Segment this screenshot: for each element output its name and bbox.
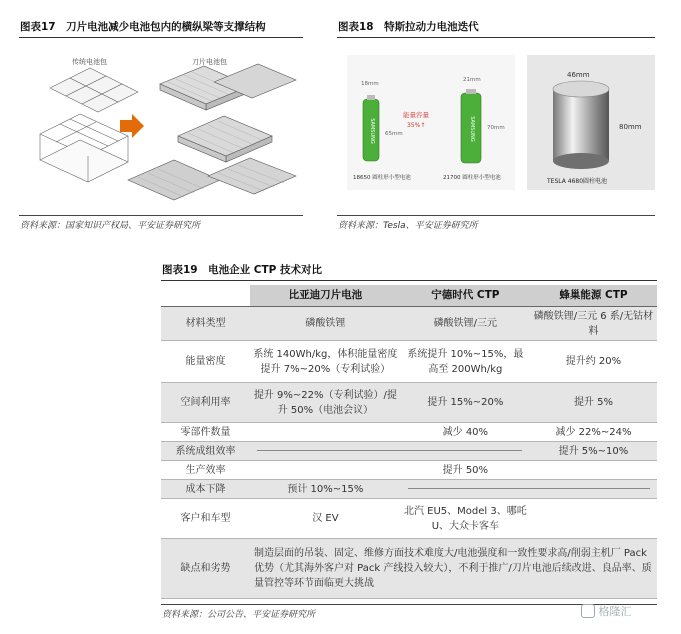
table-cell bbox=[530, 499, 657, 539]
fig18-title-rule bbox=[337, 37, 655, 38]
dim-18mm: 18mm bbox=[361, 81, 379, 87]
capacity-pct: 35%↑ bbox=[407, 122, 426, 129]
row-header: 生产效率 bbox=[161, 461, 250, 480]
svg-text:SAMSUNG: SAMSUNG bbox=[369, 118, 375, 144]
fig19-title: 图表19 电池企业 CTP 技术对比 bbox=[162, 264, 322, 276]
watermark-logo bbox=[581, 603, 641, 621]
table-cell: 系统 140Wh/kg，体积能量密度提升 7%~20%（专利试验） bbox=[250, 341, 401, 383]
fig17-source-rule bbox=[19, 215, 303, 216]
label-4680: TESLA 4680圆柱电池 bbox=[547, 178, 608, 185]
table-cell: 系统提升 10%~15%，最高至 200Wh/kg bbox=[401, 341, 530, 383]
table-row bbox=[161, 442, 657, 461]
empty-divider bbox=[257, 450, 522, 451]
table-cell: 提升约 20% bbox=[530, 341, 657, 383]
fig18-source-rule bbox=[337, 215, 655, 216]
svg-text:SAMSUNG: SAMSUNG bbox=[469, 116, 475, 142]
fig17-title-rule bbox=[19, 37, 303, 38]
label-21700: 21700 圆柱形小型电池 bbox=[443, 175, 501, 181]
table-row bbox=[161, 307, 657, 341]
row-header: 缺点和劣势 bbox=[161, 539, 250, 599]
header-catl: 宁德时代 CTP bbox=[401, 285, 530, 307]
table-cell bbox=[250, 461, 401, 480]
table-cell-placeholder bbox=[250, 442, 530, 461]
table-row bbox=[161, 423, 657, 442]
capacity-note: 能量容量 bbox=[403, 111, 429, 119]
dim-65mm: 65mm bbox=[385, 131, 403, 137]
table-cell: 北汽 EU5、Model 3、哪吒 U、大众卡客车 bbox=[401, 499, 530, 539]
fig18-tesla-4680-image bbox=[527, 55, 655, 190]
empty-divider bbox=[408, 488, 650, 489]
fig18-cylindrical-cells-image bbox=[347, 55, 515, 190]
row-header: 能量密度 bbox=[161, 341, 250, 383]
table-cell: 磷酸铁锂 bbox=[250, 307, 401, 341]
fig17-title: 图表17 刀片电池减少电池包内的横纵梁等支撑结构 bbox=[20, 21, 266, 33]
dim-80mm: 80mm bbox=[619, 123, 642, 131]
row-header: 成本下降 bbox=[161, 480, 250, 499]
table-cell-placeholder bbox=[401, 480, 657, 499]
row-header: 系统成组效率 bbox=[161, 442, 250, 461]
watermark-text: 格隆汇 bbox=[598, 605, 632, 618]
table-cell: 提升 5%~10% bbox=[530, 442, 657, 461]
table-row bbox=[161, 383, 657, 423]
table-cell: 汉 EV bbox=[250, 499, 401, 539]
ctp-comparison-table bbox=[161, 285, 657, 599]
table-cell: 提升 50% bbox=[401, 461, 530, 480]
dim-46mm: 46mm bbox=[567, 71, 590, 79]
table-cell bbox=[530, 461, 657, 480]
header-empty bbox=[161, 285, 250, 307]
table-row bbox=[161, 480, 657, 499]
table-cell: 磷酸铁锂/三元 bbox=[401, 307, 530, 341]
fig19-source: 资料来源：公司公告、平安证券研究所 bbox=[162, 610, 316, 620]
fig19-title-rule bbox=[161, 280, 657, 281]
fig17-label-blade: 刀片电池包 bbox=[192, 58, 227, 66]
table-cell: 预计 10%~15% bbox=[250, 480, 401, 499]
table-cell: 提升 5% bbox=[530, 383, 657, 423]
fig17-label-traditional: 传统电池包 bbox=[72, 58, 107, 66]
row-header: 客户和车型 bbox=[161, 499, 250, 539]
fig17-source: 资料来源：国家知识产权局、平安证券研究所 bbox=[20, 221, 201, 231]
fig17-blade-pack-illustration bbox=[28, 48, 300, 208]
header-byd: 比亚迪刀片电池 bbox=[250, 285, 401, 307]
row-header: 零部件数量 bbox=[161, 423, 250, 442]
table-cell: 减少 22%~24% bbox=[530, 423, 657, 442]
table-cell bbox=[250, 423, 401, 442]
table-cell: 磷酸铁锂/三元 6 系/无钴材料 bbox=[530, 307, 657, 341]
table-header-row bbox=[161, 285, 657, 307]
table-row bbox=[161, 341, 657, 383]
table-row bbox=[161, 539, 657, 599]
fig18-title: 图表18 特斯拉动力电池迭代 bbox=[338, 21, 479, 33]
table-cell: 提升 9%~22%（专利试验）/提升 50%（电池会议） bbox=[250, 383, 401, 423]
dim-21mm: 21mm bbox=[463, 77, 481, 83]
table-cell: 制造层面的吊装、固定、维修方面技术难度大/电池强度和一致性要求高/削弱主机厂 Pack 优势（尤其海外客户对 Pack 产线投入较大），不利于推广/刀片电池后续改进、良品率、质量管控等环节面临更大挑战 bbox=[250, 539, 657, 599]
table-cell: 减少 40% bbox=[401, 423, 530, 442]
blade-packs bbox=[128, 64, 296, 200]
dim-70mm: 70mm bbox=[487, 125, 505, 131]
watermark-icon bbox=[581, 604, 595, 618]
row-header: 空间利用率 bbox=[161, 383, 250, 423]
table-cell: 提升 15%~20% bbox=[401, 383, 530, 423]
fig18-source: 资料来源：Tesla、平安证券研究所 bbox=[338, 221, 478, 231]
table-row bbox=[161, 499, 657, 539]
header-svolt: 蜂巢能源 CTP bbox=[530, 285, 657, 307]
label-18650: 18650 圆柱形小型电池 bbox=[353, 175, 411, 181]
row-header: 材料类型 bbox=[161, 307, 250, 341]
table-row bbox=[161, 461, 657, 480]
